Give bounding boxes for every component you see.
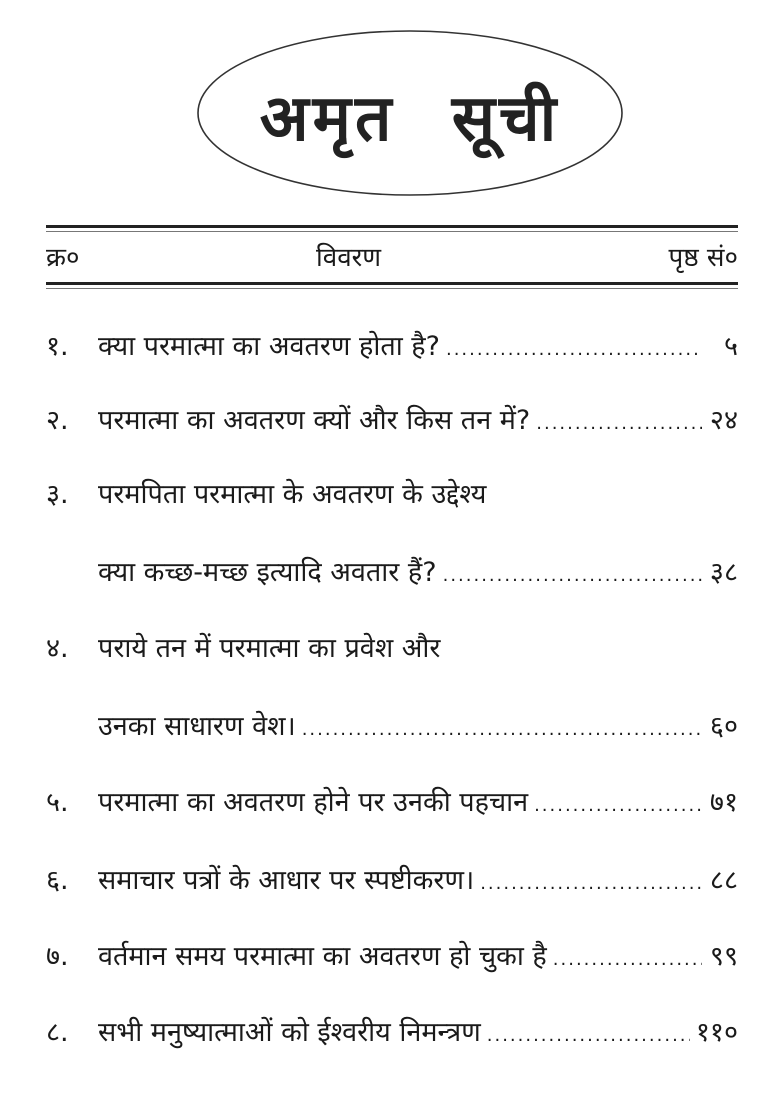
entry-page: ७१ [709, 787, 738, 818]
entry-title: पराये तन में परमात्मा का प्रवेश और [98, 633, 441, 664]
entry-number: ५. [46, 787, 69, 818]
toc-entry [46, 782, 738, 826]
entry-number: ६. [46, 865, 69, 896]
entry-page: ६० [709, 711, 738, 742]
header-page: पृष्ठ सं० [668, 243, 738, 273]
entry-number: १. [46, 331, 69, 362]
toc-entry [46, 628, 738, 672]
toc-entry [46, 326, 738, 370]
entry-title: समाचार पत्रों के आधार पर स्पष्टीकरण। [98, 865, 475, 896]
dot-leader [302, 719, 702, 740]
entry-title: क्या कच्छ-मच्छ इत्यादि अवतार हैं? [98, 557, 437, 588]
entry-title: परमात्मा का अवतरण क्यों और किस तन में? [98, 405, 531, 436]
entry-title: वर्तमान समय परमात्मा का अवतरण हो चुका है [98, 941, 547, 972]
header-serial: क्र० [46, 243, 80, 273]
entry-page: २४ [709, 405, 738, 436]
entry-number: ७. [46, 941, 69, 972]
dot-leader [487, 1025, 690, 1046]
dot-leader [553, 949, 702, 970]
table-header [46, 238, 738, 274]
toc-entry-continuation [46, 552, 738, 596]
toc-entry [46, 860, 738, 904]
page-title: अमृत सूची [259, 82, 561, 156]
entry-title: उनका साधारण वेश। [98, 711, 296, 742]
header-description: विवरण [316, 243, 382, 273]
toc-entry-continuation [46, 706, 738, 750]
entry-title: सभी मनुष्यात्माओं को ईश्वरीय निमन्त्रण [98, 1017, 481, 1048]
dot-leader [443, 565, 702, 586]
entry-title: परमात्मा का अवतरण होने पर उनकी पहचान [98, 787, 529, 818]
header-top-rule [46, 225, 738, 228]
dot-leader [536, 413, 702, 434]
entry-title: परमपिता परमात्मा के अवतरण के उद्देश्य [98, 479, 487, 510]
header-bottom-rule-thin [46, 288, 738, 289]
dot-leader [446, 339, 702, 360]
entry-number: ३. [46, 479, 69, 510]
entry-number: २. [46, 405, 69, 436]
entry-page: ३८ [709, 557, 738, 588]
header-top-rule-thin [46, 231, 738, 232]
toc-entry [46, 400, 738, 444]
entry-number: ४. [46, 633, 69, 664]
toc-entry [46, 474, 738, 518]
entry-page: ५ [723, 331, 738, 362]
title-ellipse [195, 28, 625, 198]
entry-page: ११० [695, 1017, 738, 1048]
dot-leader [480, 873, 702, 894]
toc-entry [46, 1012, 738, 1056]
entry-title: क्या परमात्मा का अवतरण होता है? [98, 331, 440, 362]
entry-page: ९९ [709, 941, 738, 972]
toc-entry [46, 936, 738, 980]
header-bottom-rule [46, 282, 738, 285]
entry-number: ८. [46, 1017, 69, 1048]
dot-leader [534, 795, 702, 816]
entry-page: ८८ [709, 865, 738, 896]
